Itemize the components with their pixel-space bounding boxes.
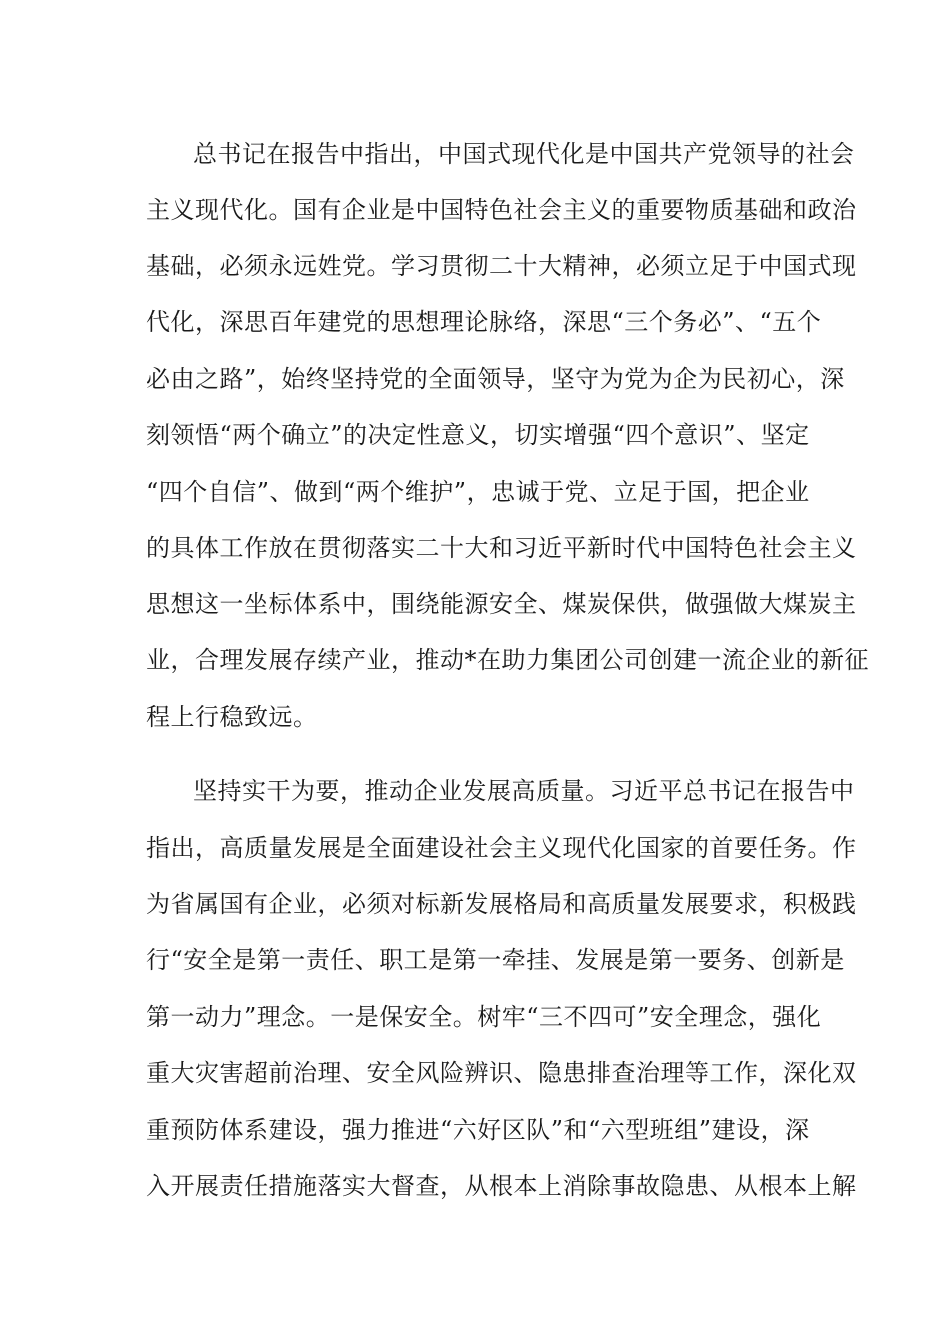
text-line: “四个自信”、做到“两个维护”，忠诚于党、立足于国，把企业 xyxy=(146,478,810,506)
text-line: 的具体工作放在贯彻落实二十大和习近平新时代中国特色社会主义 xyxy=(146,534,857,562)
text-line: 第一动力”理念。一是保安全。树牢“三不四可”安全理念，强化 xyxy=(146,1003,822,1031)
text-line: 程上行稳致远。 xyxy=(146,703,318,731)
text-line: 主义现代化。国有企业是中国特色社会主义的重要物质基础和政治 xyxy=(146,196,857,224)
text-line: 指出，高质量发展是全面建设社会主义现代化国家的首要任务。作 xyxy=(146,834,857,862)
text-line: 行“安全是第一责任、职工是第一牵挂、发展是第一要务、创新是 xyxy=(146,946,845,974)
text-line: 总书记在报告中指出，中国式现代化是中国共产党领导的社会 xyxy=(193,140,855,168)
text-line: 业，合理发展存续产业，推动*在助力集团公司创建一流企业的新征 xyxy=(146,646,869,674)
text-line: 入开展责任措施落实大督查，从根本上消除事故隐患、从根本上解 xyxy=(146,1172,857,1200)
text-line: 刻领悟“两个确立”的决定性意义，切实增强“四个意识”、坚定 xyxy=(146,421,810,449)
text-line: 思想这一坐标体系中，围绕能源安全、煤炭保供，做强做大煤炭主 xyxy=(146,590,857,618)
text-line: 基础，必须永远姓党。学习贯彻二十大精神，必须立足于中国式现 xyxy=(146,252,857,280)
text-line: 必由之路”，始终坚持党的全面领导，坚守为党为企为民初心，深 xyxy=(146,365,845,393)
text-line: 为省属国有企业，必须对标新发展格局和高质量发展要求，积极践 xyxy=(146,890,857,918)
text-line: 代化，深思百年建党的思想理论脉络，深思“三个务必”、“五个 xyxy=(146,308,822,336)
text-line: 坚持实干为要，推动企业发展高质量。习近平总书记在报告中 xyxy=(193,777,855,805)
text-line: 重大灾害超前治理、安全风险辨识、隐患排查治理等工作，深化双 xyxy=(146,1059,857,1087)
text-line: 重预防体系建设，强力推进“六好区队”和“六型班组”建设，深 xyxy=(146,1116,810,1144)
